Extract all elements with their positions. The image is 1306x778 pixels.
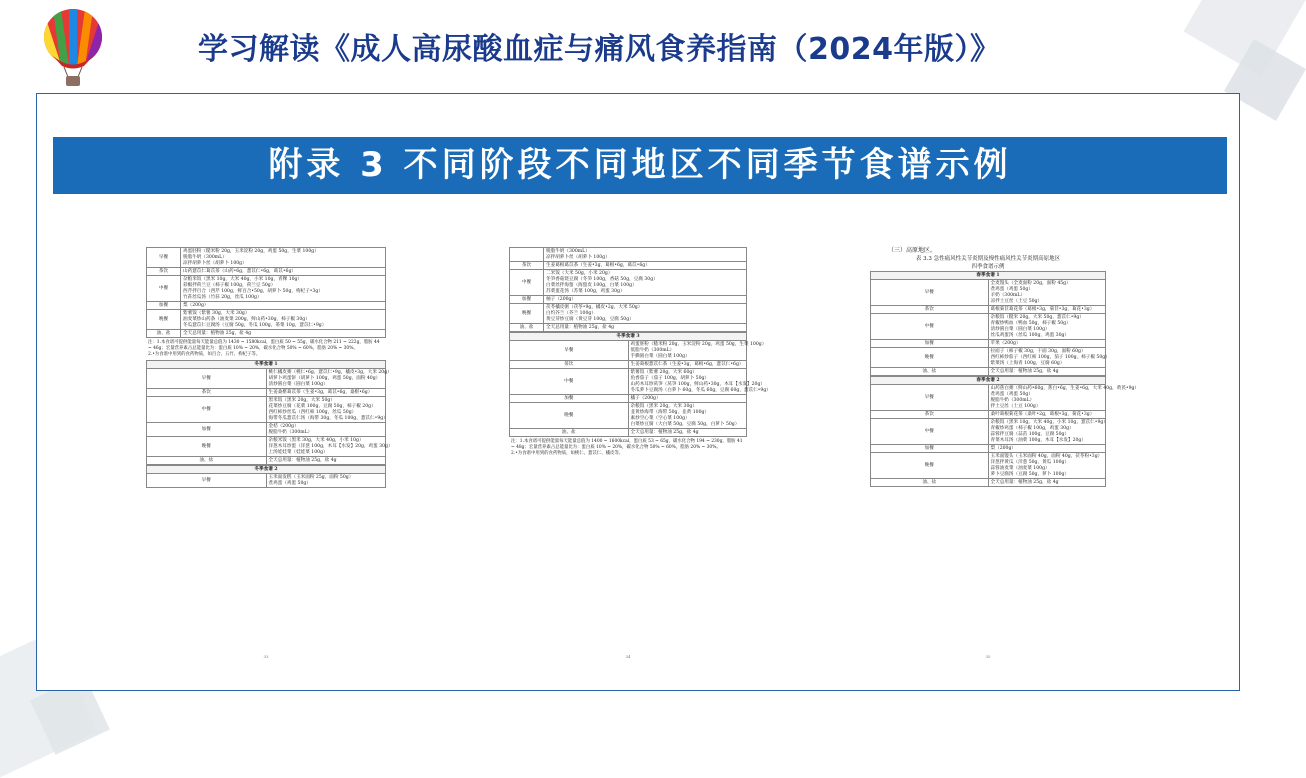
meal-content [988,314,1106,340]
meal-content [266,369,392,389]
meal-content [988,419,1106,445]
table-row [871,280,1106,306]
meal-item: 煮鸡蛋（鸡蛋 50g） [990,391,1033,397]
table-row [510,361,747,369]
meal-label: 晚餐 [510,304,544,324]
meal-item: 脱脂牛奶（300mL） [546,248,590,254]
meal-label: 油、盐 [871,368,989,376]
section-banner: 附录 3 不同阶段不同地区不同季节食谱示例 [53,137,1227,194]
meal-label: 早餐 [147,474,267,488]
meal-label: 晚餐 [871,348,989,368]
table-row [871,368,1106,376]
meal-item: 洋葱拌黄瓜（洋葱 50g，黄瓜 100g） [990,459,1070,465]
page-number: 34 [625,654,631,659]
meal-item: 上汤娃娃菜（娃娃菜 100g） [268,449,328,455]
meal-content [988,368,1106,376]
table-row [147,437,386,457]
table-row [147,248,386,268]
meal-label: 茶饮 [147,268,181,276]
meal-content [988,340,1106,348]
meal-item: 玉米面馒头（玉米面粉 40g，面粉 40g，茯苓粉•3g） [990,453,1103,459]
meal-content [266,397,386,423]
meal-item: 竹荪丝瓜汤（竹荪 20g，丝瓜 100g） [183,294,262,300]
meal-item: 冬瓜萝卜豆腐汤（白萝卜 60g，冬瓜 60g，豆腐 60g，薏苡仁•9g） [630,387,771,393]
meal-content [628,361,747,369]
table-subcaption: 四季食谱示例 [971,264,1005,270]
section-title: 春季食谱 1 [871,272,1106,280]
meal-item: 拌土豆丝（土豆 100g） [990,403,1041,409]
menu-table [146,247,386,338]
meal-label: 早餐 [871,280,989,306]
meal-item: 煮鸡蛋（鸡蛋 50g） [268,480,311,486]
table-section-header [147,466,386,474]
meal-content [181,248,386,268]
meal-content [266,389,386,397]
table-row [147,397,386,423]
table-row [871,419,1106,445]
meal-item: 梨（200g） [990,445,1016,451]
meal-item: 脱脂牛奶（300mL） [268,429,313,435]
meal-content [266,474,386,488]
table-row [510,369,747,395]
meal-label: 加餐 [147,302,181,310]
meal-item: 全天总用量：植物油 25g，盐 4g [183,330,252,336]
table-row [871,385,1106,411]
meal-item: 玉米面发糕（玉米面粉 25g，面粉 50g） [268,474,354,480]
meal-content [628,429,747,437]
table-row [147,268,386,276]
meal-item: 青菜木耳汤（油菜 100g，木耳【水发】20g） [990,437,1086,443]
meal-label: 早餐 [147,369,267,389]
meal-item: 花菜炒豆腐（花菜 100g，豆腐 50g，柿子椒 20g） [268,403,376,409]
meal-item: 全麦馒头（全麦面粉 20g，面粉 45g） [990,280,1071,286]
table-row [871,411,1106,419]
meal-label: 中餐 [147,397,267,423]
menu-table [509,332,771,437]
meal-label: 加餐 [510,395,629,403]
meal-label: 加餐 [510,296,544,304]
meal-item: 葛根菊苣葛花茶（葛根•3g，菊苣•3g，葛花•3g） [990,306,1095,312]
meal-item: 青椒炒鸭血（鸭血 50g，柿子椒 50g） [990,320,1071,326]
meal-label [510,248,544,262]
meal-item: 杂粮米饭（黑米 30g，大米 40g，小米 10g） [268,437,364,443]
meal-item: 蒜蓉油麦菜（油麦菜 100g） [990,465,1050,471]
page-number: 35 [985,654,991,659]
meal-item: 脱脂牛奶（300mL） [990,397,1035,403]
table-row [147,330,386,338]
meal-item: 鸡蛋胚粉（糙米粉 20g，玉米淀粉 20g，鸡蛋 50g，生菜 100g） [630,341,767,347]
meal-item: 白菜丝拌海蜇（海蜇皮 100g，白菜 100g） [546,282,637,288]
meal-item: 凉拌胡萝卜丝（胡萝卜 100g） [183,260,247,266]
meal-item: 羊奶（300mL） [990,292,1026,298]
meal-content [181,310,386,330]
table-row [510,341,747,361]
meal-item: 清炒圆白菜（圆白菜 100g） [990,326,1050,332]
table-row [510,403,747,429]
meal-label: 加餐 [871,340,989,348]
meal-item: 鱼香茄子（茄子 100g，胡萝卜 50g） [630,375,710,381]
meal-item: 鸡蛋胚粉（糙米粉 20g，玉米淀粉 20g，鸡蛋 50g，生菜 100g） [183,248,319,254]
meal-content [988,280,1106,306]
menu-table [146,465,386,488]
meal-content [988,411,1106,419]
meal-content [988,453,1106,479]
meal-content [544,248,747,262]
meal-content [181,302,386,310]
meal-item: 杂粮饭（黑米 20g，大米 30g） [630,403,697,409]
meal-label: 晚餐 [147,310,181,330]
table-row [147,310,386,330]
menu-table [509,247,747,332]
menu-table [870,376,1140,487]
meal-item: 金桔（200g） [268,423,299,429]
meal-label: 中餐 [510,270,544,296]
meal-item: 凉拌胡萝卜丝（胡萝卜 100g） [546,254,610,260]
section-title: 春季食谱 2 [871,377,1106,385]
table-row [147,423,386,437]
meal-item: 手撕圆白菜（圆白菜 100g） [630,353,690,359]
document-page-33 [146,247,393,661]
table-row [147,474,386,488]
document-page-35 [870,247,1140,661]
table-row [147,302,386,310]
meal-item: 柚子（200g） [546,296,577,302]
meal-label: 加餐 [147,423,267,437]
meal-content [988,348,1110,368]
meal-label: 茶饮 [871,306,989,314]
table-section-header [147,361,386,369]
table-row [871,314,1106,340]
meal-content [988,385,1140,411]
meal-item: 清炒圆白菜（圆白菜 100g） [268,381,328,387]
meal-item: 黄豆芽炒豆腐（黄豆芽 100g，豆腐 50g） [546,316,634,322]
meal-content [544,270,747,296]
meal-content [988,479,1106,487]
page-number: 33 [263,654,269,659]
table-row [871,453,1106,479]
meal-item: 山药蕉白粥（鲜山药•60g，蕉白•6g，生姜•6g，大米 40g，黄芪•9g） [990,385,1140,391]
meal-label: 加餐 [871,445,989,453]
meal-item: 生姜桑椹葛苡茶（生姜•3g，葛苡•6g，桑椹•6g） [268,389,373,395]
meal-item: 蒜蓉拌豆腐（蒜苗 100g，豆腐 50g） [990,431,1070,437]
meal-item: 素炒空心菜（空心菜 100g） [630,415,690,421]
meal-content [544,262,747,270]
table-row [510,248,747,262]
meal-item: 煮鸡蛋（鸡蛋 50g） [990,286,1033,292]
table-section-header [871,272,1106,280]
meal-item: 橘子（200g） [630,395,661,401]
meal-item: 全天总用量：植物油 25g，盐 4g [630,429,699,435]
meal-item: 白菜炒豆腐（大白菜 50g，豆腐 50g，白萝卜 50g） [630,421,740,427]
meal-item: 全天总用量：植物油 25g，盐 4g [546,324,615,330]
menu-table [146,360,393,465]
meal-item: 白灼芥兰（芥兰 100g） [546,310,596,316]
section-title: 冬季食谱 1 [147,361,386,369]
meal-label: 早餐 [510,341,629,361]
table-row [510,324,747,332]
meal-item: 西芹拌百合（西芹 100g，鲜百合•50g，胡萝卜 50g，枸杞子•3g） [183,288,323,294]
meal-item: 西红柿炒丝瓜（西红柿 100g，丝瓜 50g） [268,409,357,415]
table-row [871,479,1106,487]
meal-item: 凉拌土豆丝（土豆 50g） [990,298,1043,304]
meal-label: 早餐 [871,385,989,411]
meal-label: 油、盐 [510,429,629,437]
meal-item: 海带冬瓜薏苡仁汤（海带 30g，冬瓜 100g，薏苡仁•9g） [268,415,388,421]
meal-item: 冬笋香菇烧豆腐（冬笋 100g，香菇 50g，豆腐 30g） [546,276,658,282]
meal-item: 全天总用量：植物油 25g，盐 4g [268,457,337,463]
meal-content [628,403,747,429]
meal-item: 二米饭（大米 50g，小米 20g） [546,270,613,276]
meal-item: 山药木耳炒莴笋（莴笋 100g，鲜山药•30g，木耳【水发】20g） [630,381,766,387]
meal-item: 茯苓橘皮粥（茯苓•9g，橘皮•2g，大米 50g） [546,304,643,310]
meal-item: 彩椒拌荷兰豆（柿子椒 100g，荷兰豆 50g） [183,282,276,288]
meal-content [181,330,386,338]
meal-label: 茶饮 [510,361,629,369]
table-row [510,296,747,304]
meal-item: 杂粮饭（黑米 10g，大米 40g，小米 10g，薏苡仁•9g） [990,419,1108,425]
meal-content [266,437,393,457]
meal-item: 冬瓜薏苡仁豆腐汤（豆腐 50g，冬瓜 100g，茶菜 10g，薏苡仁•9g） [183,322,327,328]
table-row [147,369,386,389]
meal-content [628,341,767,361]
table-row [871,445,1106,453]
table-section-header [510,333,747,341]
meal-item: 生姜葛根薏苡仁茶（生姜•3g，葛根•6g，薏苡仁•6g） [630,361,744,367]
meal-content [266,423,386,437]
meal-item: 杂粮米饭（黑米 10g，大米 40g，小米 10g，青稞 10g） [183,276,303,282]
meal-item: 胡萝卜鸡蛋饼（胡萝卜 100g，鸡蛋 50g，面粉 40g） [268,375,381,381]
meal-content [181,276,386,302]
table-row [871,340,1106,348]
meal-content [266,457,386,465]
meal-content [988,306,1106,314]
meal-label: 中餐 [147,276,181,302]
section-intro: （三）高原地区。 [888,247,937,254]
meal-label: 中餐 [510,369,629,395]
meal-item: 紫薯饭（紫薯 30g，大米 30g） [183,310,250,316]
meal-item: 西红柿炒茄子（西红柿 100g，茄子 100g，柿子椒 50g） [990,354,1110,360]
meal-item: 低脂牛奶（300mL） [630,347,675,353]
meal-content [988,445,1106,453]
meal-item: 萝卜豆腐汤（豆腐 50g，萝卜 100g） [990,471,1070,477]
meal-item: 脱脂牛奶（300mL） [183,254,227,260]
table-row [147,457,386,465]
meal-item: 洋葱木耳炒蛋（洋葱 100g，木耳【水发】20g，鸡蛋 30g） [268,443,393,449]
meal-label: 油、盐 [510,324,544,332]
meal-item: 生姜葛根葛苡茶（生姜•3g，葛根•6g，葛苡•6g） [546,262,650,268]
meal-item: 全天总用量：植物油 25g，盐 4g [990,479,1059,485]
document-page-34 [509,247,771,661]
table-note: 注：1.本食谱可提供能量每天能量总值为 1430 ~ 1580kcal，蛋白质 50 ~ 55g，碳水化合物 211 ~ 222g，脂肪 44 ~ 46g；宏量营养素占总能量比为：蛋白质 10% ~ 20%，碳水化合物 50% ~ 60%，脂肪 20% ~ 30%。 2.•为食谱中用到的食药物质，如百合、五竹、枸杞子等。 [148,340,380,357]
table-row [510,270,747,296]
meal-content [544,296,747,304]
page-title: 学习解读《成人高尿酸血症与痛风食养指南（2024年版）》 [198,32,1001,67]
meal-item: 梨（200g） [183,302,209,308]
meal-item: 山药薏苡仁葛苡茶（山药•6g，薏苡仁•6g，葛苡•6g） [183,268,297,274]
meal-item: 紫菜汤（上海青 100g，豆腐 60g） [990,360,1065,366]
table-note: 注：1.本食谱可提供能量每天能量总值为 1400 ~ 1600kcal，蛋白质 53 ~ 65g，碳水化合物 194 ~ 230g，脂肪 41 ~ 48g；宏量营养素占总能量比为：蛋白质 10% ~ 20%，碳水化合物 50% ~ 60%，脂肪 20% ~ 30%。 2.•为食谱中用到的食药物质，如桃仁、薏苡仁、橘皮等。 [511,439,743,456]
section-title: 冬季食谱 2 [147,466,386,474]
menu-table [870,271,1110,376]
meal-label: 晚餐 [147,437,267,457]
meal-item: 丝瓜鸡蛋汤（丝瓜 100g，鸡蛋 30g） [990,332,1070,338]
meal-item: 桃仁橘皮粥（桃仁•6g，薏苡仁•9g，橘皮•3g，大米 20g） [268,369,392,375]
meal-label: 油、盐 [147,330,181,338]
table-row [871,348,1106,368]
meal-label: 中餐 [871,314,989,340]
meal-label: 茶饮 [510,262,544,270]
meal-content [544,304,747,324]
meal-item: 黑米饭（黑米 20g，大米 50g） [268,397,335,403]
table-row [510,304,747,324]
table-row [871,306,1106,314]
meal-item: 桑叶葛根菊花茶（桑叶•2g，葛根•3g，菊花•3g） [990,411,1095,417]
meal-item: 青椒炒鸡蛋（柿子椒 100g，鸡蛋 30g） [990,425,1074,431]
meal-label: 晚餐 [871,453,989,479]
meal-label: 油、盐 [871,479,989,487]
meal-item: 苏菜蛋花汤（苏菜 100g，鸡蛋 30g） [546,288,625,294]
meal-item: 杂粮饭（糙米 20g，大米 50g，薏苡仁•9g） [990,314,1084,320]
meal-label: 中餐 [871,419,989,445]
meal-content [544,324,747,332]
meal-item: 拉面子（柿子椒 30g，干面 30g，面粉 60g） [990,348,1086,354]
meal-content [181,268,386,276]
table-row [510,429,747,437]
meal-label: 晚餐 [510,403,629,429]
meal-item: 油麦菜炒山药条（油麦菜 200g，鲜山药•30g，柿子椒 30g） [183,316,310,322]
meal-label: 早餐 [147,248,181,268]
table-row [510,395,747,403]
table-row [510,262,747,270]
table-section-header [871,377,1106,385]
meal-content [628,369,771,395]
hot-air-balloon-logo [40,8,106,88]
meal-label: 茶饮 [871,411,989,419]
meal-item: 苹果（200g） [990,340,1021,346]
meal-item: 韭黄炒海带（海带 50g，韭黄 100g） [630,409,710,415]
meal-label: 油、盐 [147,457,267,465]
table-caption: 表 3.3 急性痛风性关节炎期及慢性痛风性关节炎期高原地区 [915,256,1061,262]
table-row [147,276,386,302]
meal-label: 茶饮 [147,389,267,397]
meal-item: 全天总用量：植物油 25g，盐 4g [990,368,1059,374]
meal-content [628,395,747,403]
meal-item: 紫薯饭（紫薯 20g，大米 60g） [630,369,697,375]
section-title: 冬季食谱 3 [510,333,747,341]
table-row [147,389,386,397]
